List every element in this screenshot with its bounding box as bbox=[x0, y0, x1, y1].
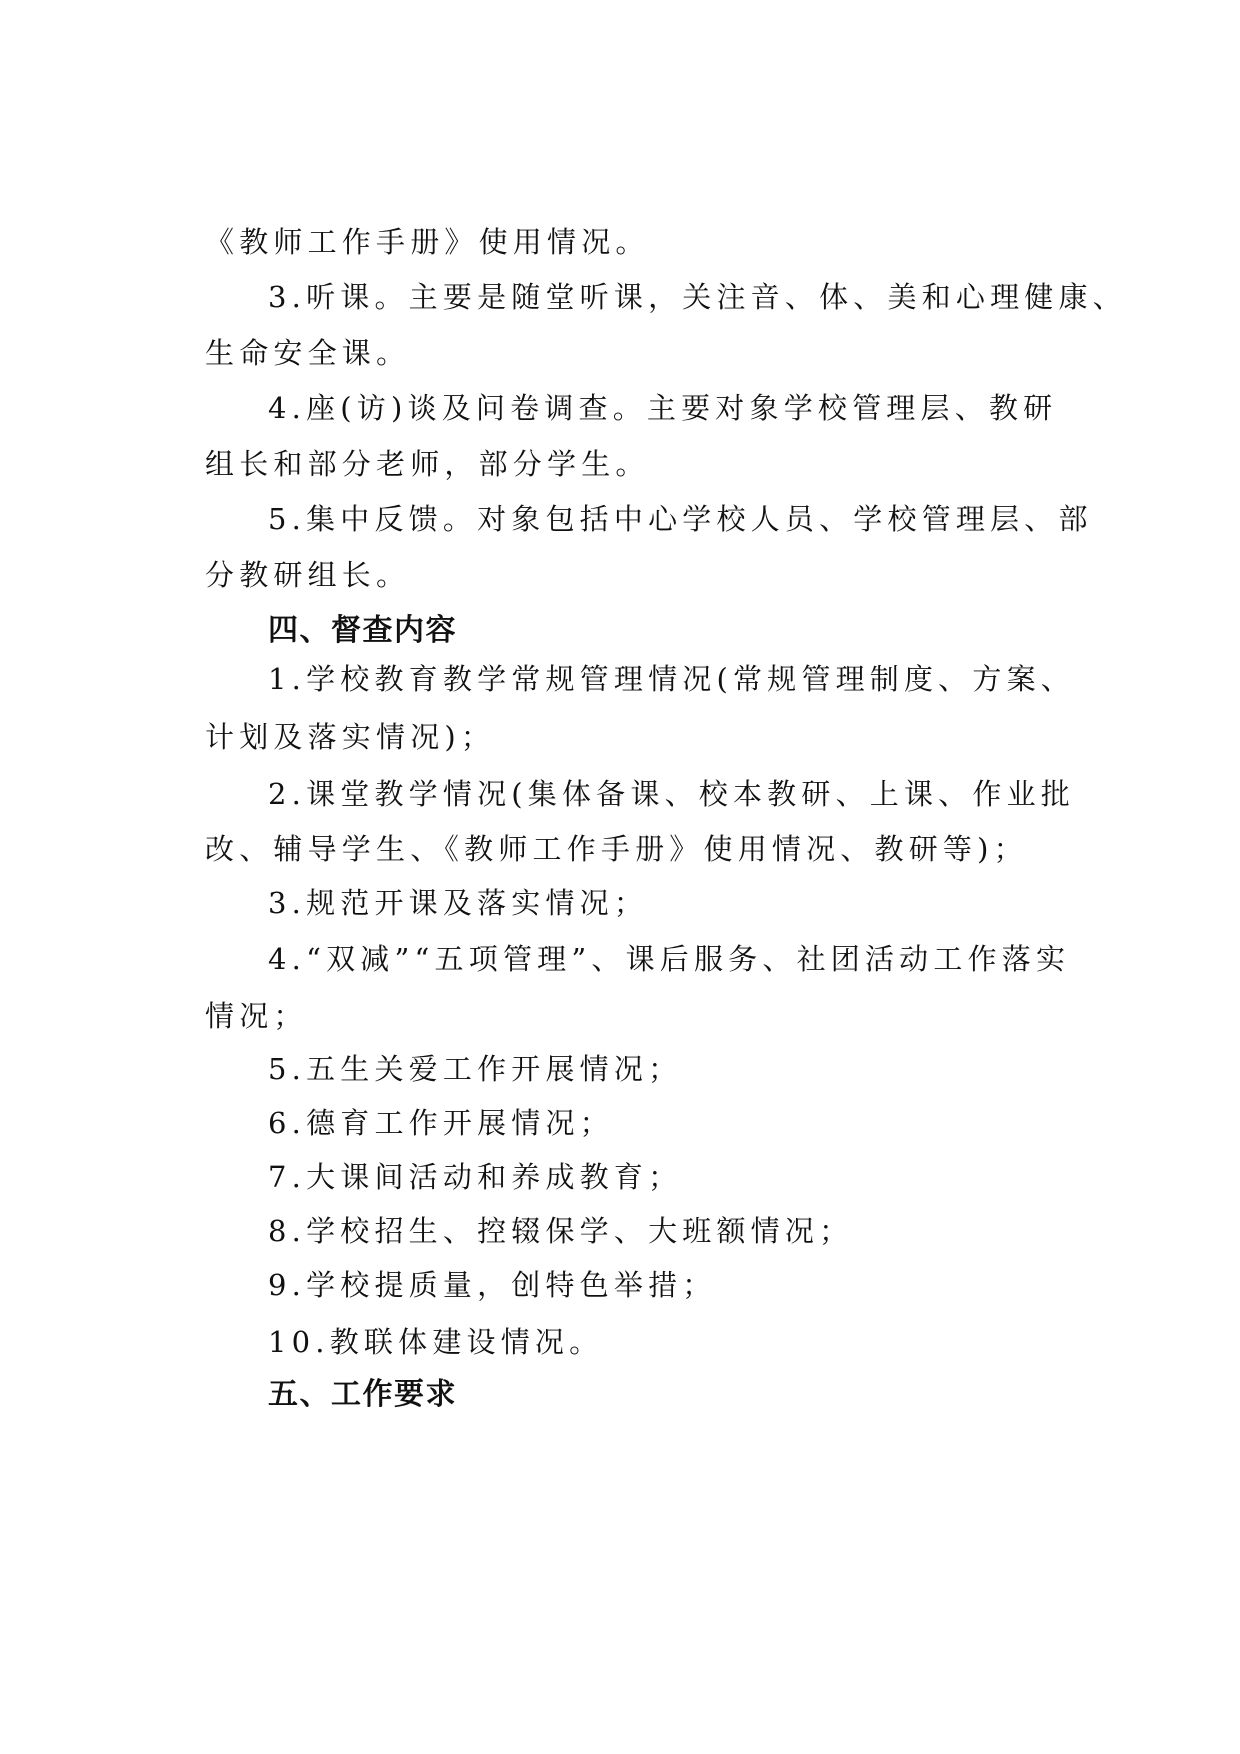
paragraph-line: 情况； bbox=[205, 999, 308, 1033]
paragraph-line: 1.学校教育教学常规管理情况(常规管理制度、方案、 bbox=[268, 662, 1075, 696]
section-heading: 四、督查内容 bbox=[268, 613, 457, 648]
paragraph-line: 3.听课。主要是随堂听课，关注音、体、美和心理健康、 bbox=[268, 280, 1127, 314]
paragraph-line: 10.教联体建设情况。 bbox=[268, 1325, 604, 1359]
paragraph-line: 计划及落实情况)； bbox=[205, 720, 496, 754]
paragraph-line: 组长和部分老师，部分学生。 bbox=[205, 447, 650, 481]
paragraph-line: 8.学校招生、控辍保学、大班额情况； bbox=[268, 1214, 854, 1248]
paragraph-line: 6.德育工作开展情况； bbox=[268, 1106, 614, 1140]
paragraph-line: 《教师工作手册》使用情况。 bbox=[205, 225, 650, 259]
paragraph-line: 4.座(访)谈及问卷调查。主要对象学校管理层、教研 bbox=[268, 391, 1058, 425]
paragraph-line: 生命安全课。 bbox=[205, 336, 411, 370]
paragraph-line: 5.五生关爱工作开展情况； bbox=[268, 1052, 683, 1086]
paragraph-line: 5.集中反馈。对象包括中心学校人员、学校管理层、部 bbox=[268, 502, 1093, 536]
paragraph-line: 改、辅导学生、《教师工作手册》使用情况、教研等)； bbox=[205, 832, 1028, 866]
paragraph-line: 4.“双减”“五项管理”、课后服务、社团活动工作落实 bbox=[268, 942, 1071, 976]
paragraph-line: 2.课堂教学情况(集体备课、校本教研、上课、作业批 bbox=[268, 777, 1075, 811]
paragraph-line: 7.大课间活动和养成教育； bbox=[268, 1160, 683, 1194]
paragraph-line: 9.学校提质量，创特色举措； bbox=[268, 1268, 717, 1302]
paragraph-line: 3.规范开课及落实情况； bbox=[268, 886, 649, 920]
section-heading: 五、工作要求 bbox=[268, 1377, 457, 1412]
paragraph-line: 分教研组长。 bbox=[205, 558, 411, 592]
